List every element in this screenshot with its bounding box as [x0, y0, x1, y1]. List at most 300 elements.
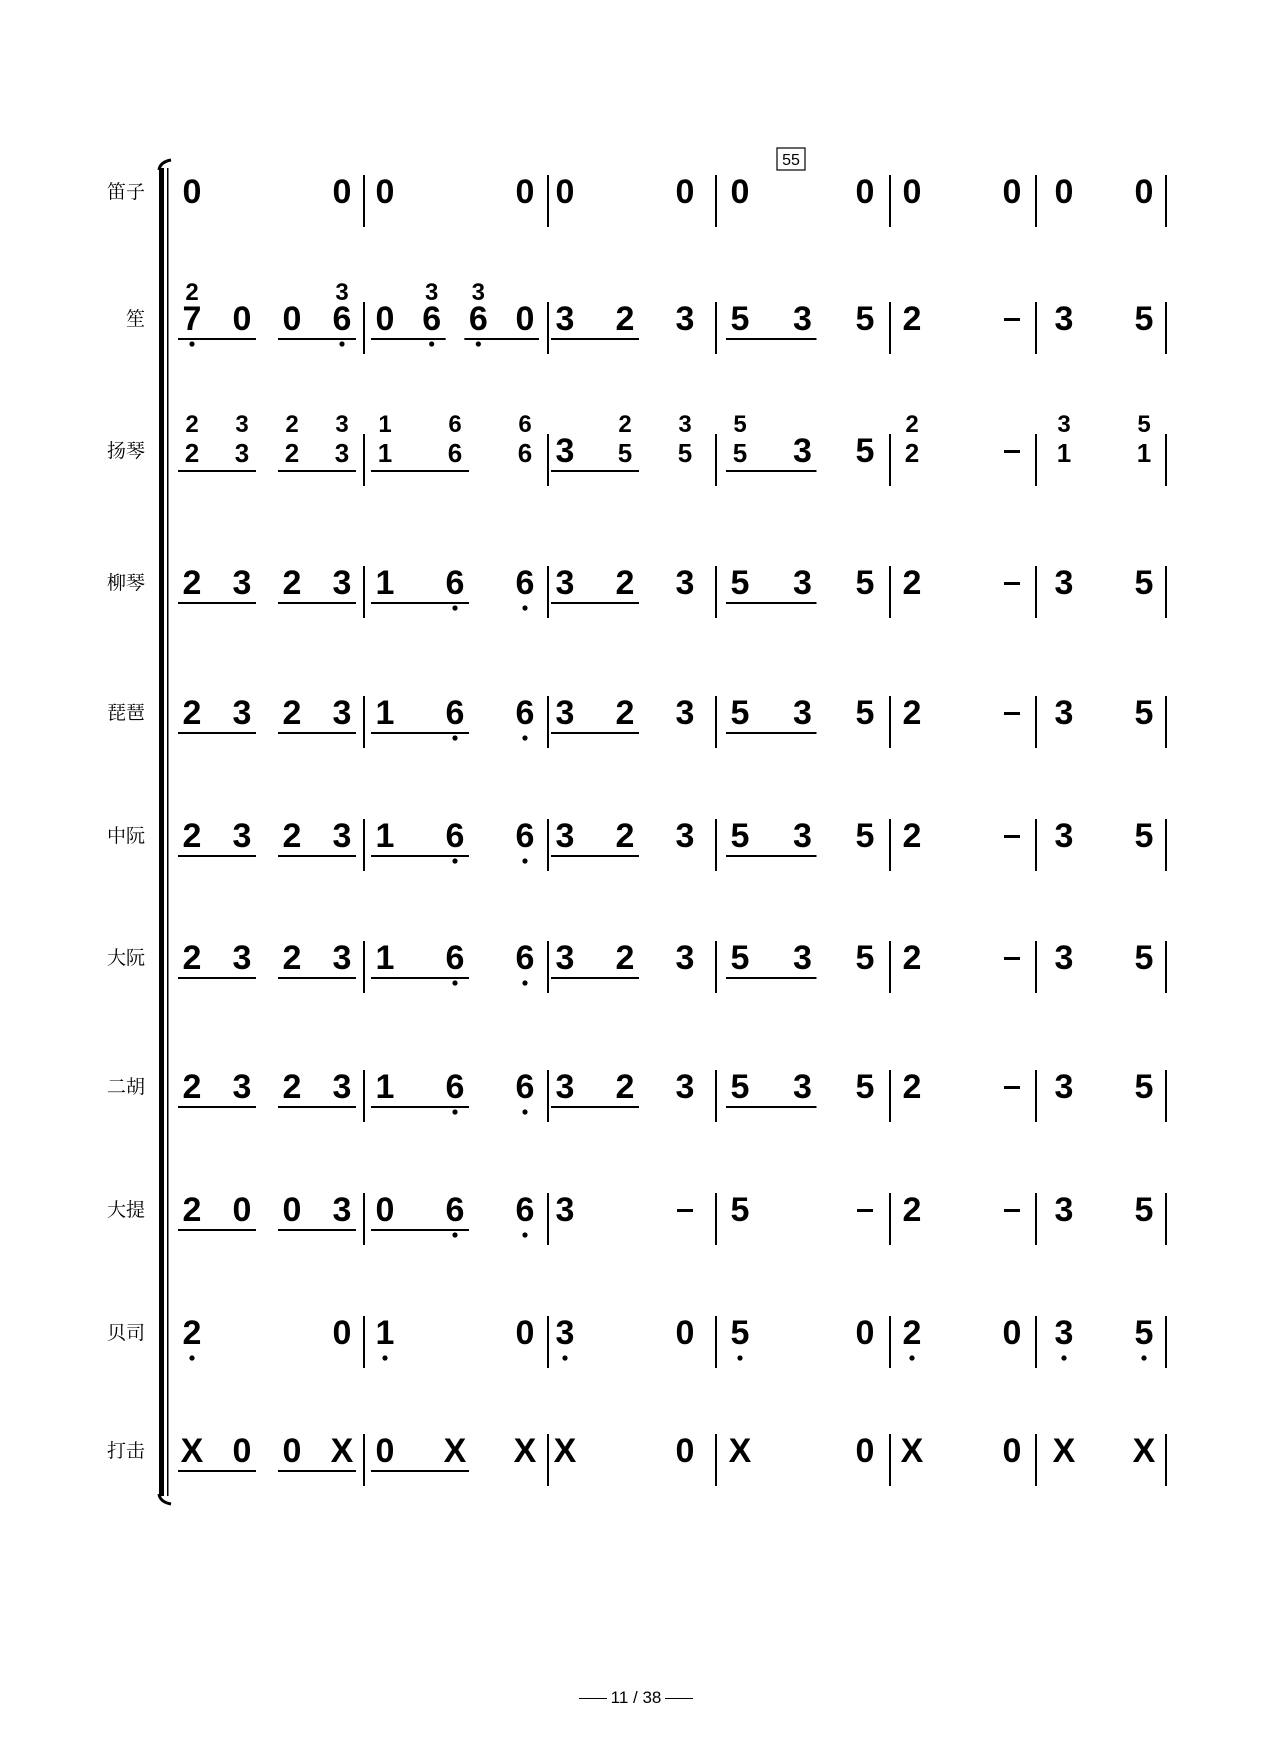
note-digit: 5 — [855, 564, 875, 602]
note-digit: 2 — [615, 564, 635, 602]
note-digit: 3 — [332, 694, 352, 732]
barline — [547, 302, 549, 354]
barline — [1035, 1193, 1037, 1245]
note-digit: 3 — [1054, 694, 1074, 732]
barline — [547, 1193, 549, 1245]
note-digit: 5 — [855, 694, 875, 732]
barline — [1165, 1193, 1167, 1245]
instrument-label: 二胡 — [106, 1076, 145, 1098]
chord-upper-note: 3 — [471, 279, 486, 306]
note-digit: 3 — [1054, 817, 1074, 855]
note-digit: 5 — [1134, 817, 1154, 855]
note-digit: 3 — [555, 432, 575, 470]
note-digit: 6 — [447, 438, 463, 468]
note-digit: 6 — [515, 1191, 535, 1229]
barline — [1165, 175, 1167, 227]
barline — [715, 302, 717, 354]
note-digit: 6 — [332, 300, 352, 338]
note-digit: 3 — [793, 694, 812, 732]
dash-extension — [1004, 835, 1020, 838]
note-digit: 0 — [332, 173, 352, 211]
barline — [1035, 819, 1037, 871]
note-digit: X — [330, 1432, 354, 1470]
beam-underline — [726, 977, 817, 979]
note-digit: 6 — [445, 564, 465, 602]
note-digit: 2 — [182, 939, 202, 977]
octave-dot-below — [382, 1355, 387, 1360]
barline — [363, 302, 365, 354]
note-digit: 1 — [375, 817, 395, 855]
note-digit: 3 — [675, 939, 695, 977]
rehearsal-mark-text: 55 — [782, 152, 800, 169]
beam-underline — [178, 977, 256, 979]
note-digit: 1 — [375, 694, 395, 732]
octave-dot-below — [522, 735, 527, 740]
barline — [547, 1434, 549, 1486]
barline — [1035, 175, 1037, 227]
dash-extension — [1004, 1086, 1020, 1089]
barline — [1165, 1434, 1167, 1486]
note-digit: 3 — [555, 694, 575, 732]
note-digit: X — [1132, 1432, 1156, 1470]
barline — [889, 1070, 891, 1122]
chord-upper-note: 2 — [185, 411, 199, 438]
note-digit: 0 — [902, 173, 922, 211]
beam-underline — [278, 732, 356, 734]
octave-dot-below — [1061, 1355, 1066, 1360]
note-digit: 0 — [1002, 1432, 1022, 1470]
note-digit: 5 — [730, 939, 750, 977]
note-digit: 5 — [677, 438, 693, 468]
chord-upper-note: 1 — [378, 411, 392, 438]
note-digit: 5 — [730, 1068, 750, 1106]
note-digit: 0 — [232, 1432, 252, 1470]
note-digit: 6 — [515, 1068, 535, 1106]
note-digit: 6 — [422, 300, 442, 338]
chord-upper-note: 3 — [424, 279, 439, 306]
system-bracket-thin-line — [167, 168, 169, 1496]
beam-underline — [278, 602, 356, 604]
barline — [1035, 941, 1037, 993]
note-digit: 3 — [793, 939, 812, 977]
note-digit: 5 — [1134, 1068, 1154, 1106]
note-digit: 5 — [1134, 300, 1154, 338]
beam-underline — [178, 602, 256, 604]
note-digit: 3 — [555, 1191, 575, 1229]
note-digit: 3 — [332, 564, 352, 602]
note-digit: 6 — [515, 817, 535, 855]
octave-dot-below — [522, 605, 527, 610]
beam-underline — [371, 977, 469, 979]
note-digit: 3 — [793, 432, 812, 470]
barline — [1035, 1070, 1037, 1122]
note-digit: 0 — [855, 1314, 875, 1352]
note-digit: 5 — [1134, 694, 1154, 732]
note-digit: 1 — [1056, 438, 1072, 468]
note-digit: 3 — [675, 564, 695, 602]
beam-underline — [178, 732, 256, 734]
note-digit: 2 — [902, 1314, 922, 1352]
barline — [715, 819, 717, 871]
note-digit: 0 — [1002, 1314, 1022, 1352]
note-digit: 2 — [282, 939, 302, 977]
note-digit: 5 — [730, 564, 750, 602]
note-digit: 3 — [332, 939, 352, 977]
barline — [889, 302, 891, 354]
beam-underline — [278, 338, 356, 340]
chord-upper-note: 3 — [1057, 411, 1071, 438]
note-digit: 6 — [515, 564, 535, 602]
barline — [715, 941, 717, 993]
note-digit: 0 — [332, 1314, 352, 1352]
note-digit: 2 — [615, 939, 635, 977]
note-digit: 5 — [855, 432, 875, 470]
octave-dot-below — [339, 341, 344, 346]
note-digit: 2 — [284, 438, 300, 468]
note-digit: 3 — [555, 300, 575, 338]
note-digit: 3 — [555, 1314, 575, 1352]
note-digit: 2 — [902, 300, 922, 338]
note-digit: 2 — [615, 817, 635, 855]
note-digit: 6 — [445, 694, 465, 732]
note-digit: X — [728, 1432, 752, 1470]
octave-dot-below — [452, 1109, 457, 1114]
note-digit: X — [443, 1432, 467, 1470]
octave-dot-below — [522, 858, 527, 863]
barline — [547, 566, 549, 618]
beam-underline — [278, 855, 356, 857]
chord-upper-note: 3 — [335, 279, 349, 306]
beam-underline — [278, 1229, 356, 1231]
barline — [715, 1316, 717, 1368]
barline — [1165, 434, 1167, 486]
note-digit: 1 — [375, 1314, 395, 1352]
note-digit: 3 — [1054, 1068, 1074, 1106]
chord-upper-note: 2 — [905, 411, 919, 438]
chord-upper-note: 2 — [618, 411, 632, 438]
note-digit: 0 — [730, 173, 750, 211]
beam-underline — [371, 855, 469, 857]
note-digit: 5 — [730, 1191, 750, 1229]
note-digit: 3 — [793, 817, 812, 855]
barline — [1165, 302, 1167, 354]
octave-dot-below — [909, 1355, 914, 1360]
barline — [1035, 566, 1037, 618]
note-digit: 5 — [730, 1314, 750, 1352]
note-digit: 3 — [232, 939, 252, 977]
note-digit: 3 — [793, 300, 812, 338]
note-digit: 6 — [515, 939, 535, 977]
octave-dot-below — [452, 735, 457, 740]
octave-dot-below — [1141, 1355, 1146, 1360]
note-digit: 0 — [375, 1432, 395, 1470]
chord-upper-note: 3 — [335, 411, 349, 438]
barline — [889, 1434, 891, 1486]
octave-dot-below — [189, 1355, 194, 1360]
note-digit: 6 — [515, 694, 535, 732]
beam-underline — [551, 1106, 639, 1108]
beam-underline — [178, 855, 256, 857]
beam-underline — [278, 977, 356, 979]
chord-upper-note: 2 — [185, 279, 199, 306]
note-digit: 2 — [902, 564, 922, 602]
chord-upper-note: 6 — [448, 411, 462, 438]
note-digit: 3 — [1054, 300, 1074, 338]
beam-underline — [178, 470, 256, 472]
note-digit: 3 — [555, 1068, 575, 1106]
barline — [547, 1316, 549, 1368]
barline — [547, 941, 549, 993]
barline — [889, 696, 891, 748]
barline — [363, 696, 365, 748]
note-digit: 0 — [855, 1432, 875, 1470]
note-digit: 5 — [1134, 939, 1154, 977]
note-digit: X — [553, 1432, 577, 1470]
octave-dot-below — [737, 1355, 742, 1360]
barline — [715, 1193, 717, 1245]
note-digit: 2 — [615, 694, 635, 732]
octave-dot-below — [452, 605, 457, 610]
note-digit: 2 — [282, 1068, 302, 1106]
note-digit: 5 — [855, 1068, 875, 1106]
octave-dot-below — [522, 1109, 527, 1114]
note-digit: 5 — [730, 694, 750, 732]
beam-underline — [178, 1106, 256, 1108]
instrument-label: 贝司 — [106, 1322, 145, 1344]
beam-underline — [551, 602, 639, 604]
note-digit: 3 — [675, 694, 695, 732]
octave-dot-below — [522, 1232, 527, 1237]
barline — [1165, 941, 1167, 993]
beam-underline — [371, 1229, 469, 1231]
note-digit: X — [900, 1432, 924, 1470]
barline — [547, 696, 549, 748]
barline — [889, 434, 891, 486]
barline — [363, 1193, 365, 1245]
note-digit: 5 — [1134, 564, 1154, 602]
beam-underline — [551, 338, 639, 340]
barline — [363, 819, 365, 871]
note-digit: 1 — [375, 1068, 395, 1106]
note-digit: 0 — [515, 173, 535, 211]
instrument-label: 笛子 — [106, 181, 145, 203]
barline — [1165, 819, 1167, 871]
barline — [889, 1193, 891, 1245]
barline — [889, 566, 891, 618]
beam-underline — [278, 1106, 356, 1108]
barline — [889, 1316, 891, 1368]
note-digit: 6 — [445, 939, 465, 977]
beam-underline — [371, 602, 469, 604]
note-digit: 6 — [445, 817, 465, 855]
beam-underline — [371, 732, 469, 734]
beam-underline — [551, 732, 639, 734]
note-digit: 5 — [1134, 1314, 1154, 1352]
note-digit: 5 — [1134, 1191, 1154, 1229]
barline — [363, 1070, 365, 1122]
beam-underline — [726, 602, 817, 604]
note-digit: 0 — [515, 1314, 535, 1352]
beam-underline — [551, 470, 639, 472]
barline — [363, 1434, 365, 1486]
note-digit: 3 — [332, 1068, 352, 1106]
note-digit: 0 — [182, 173, 202, 211]
note-digit: 2 — [902, 1191, 922, 1229]
note-digit: 0 — [1134, 173, 1154, 211]
barline — [889, 941, 891, 993]
note-digit: 6 — [445, 1191, 465, 1229]
bracket-top-hook — [159, 160, 171, 170]
instrument-label: 打击 — [106, 1440, 145, 1462]
instrument-label: 柳琴 — [106, 572, 145, 594]
note-digit: 0 — [375, 173, 395, 211]
barline — [1165, 1316, 1167, 1368]
note-digit: 3 — [232, 564, 252, 602]
note-digit: 2 — [282, 564, 302, 602]
instrument-label: 中阮 — [106, 825, 145, 847]
instrument-label: 琵琶 — [106, 702, 145, 724]
note-digit: 3 — [675, 817, 695, 855]
note-digit: 3 — [232, 1068, 252, 1106]
dash-extension — [1004, 1209, 1020, 1212]
barline — [363, 941, 365, 993]
barline — [715, 696, 717, 748]
instrument-label: 扬琴 — [106, 440, 145, 462]
note-digit: 5 — [855, 939, 875, 977]
barline — [889, 175, 891, 227]
note-digit: 5 — [855, 300, 875, 338]
chord-upper-note: 5 — [1137, 411, 1151, 438]
note-digit: 2 — [282, 694, 302, 732]
instrument-label: 大阮 — [106, 947, 145, 969]
note-digit: 3 — [793, 564, 812, 602]
barline — [715, 175, 717, 227]
bracket-bottom-hook — [159, 1494, 171, 1504]
note-digit: X — [1052, 1432, 1076, 1470]
octave-dot-below — [189, 341, 194, 346]
barline — [547, 1070, 549, 1122]
note-digit: 3 — [332, 817, 352, 855]
barline — [1035, 696, 1037, 748]
octave-dot-below — [452, 980, 457, 985]
note-digit: 3 — [675, 1068, 695, 1106]
octave-dot-below — [452, 1232, 457, 1237]
note-digit: 2 — [615, 1068, 635, 1106]
note-digit: 6 — [517, 438, 533, 468]
beam-underline — [551, 855, 639, 857]
note-digit: 1 — [375, 939, 395, 977]
note-digit: 3 — [675, 300, 695, 338]
note-digit: 2 — [182, 1191, 202, 1229]
note-digit: 6 — [468, 300, 488, 338]
note-digit: 2 — [282, 817, 302, 855]
footer-rule-right — [665, 1698, 693, 1699]
note-digit: 3 — [234, 438, 250, 468]
octave-dot-below — [562, 1355, 567, 1360]
instrument-label: 笙 — [125, 308, 145, 330]
dash-extension — [677, 1209, 693, 1212]
note-digit: 3 — [793, 1068, 812, 1106]
note-digit: 3 — [1054, 939, 1074, 977]
beam-underline — [726, 732, 817, 734]
note-digit: 2 — [182, 694, 202, 732]
barline — [363, 175, 365, 227]
note-digit: 0 — [855, 173, 875, 211]
barline — [363, 1316, 365, 1368]
note-digit: 5 — [855, 817, 875, 855]
note-digit: 0 — [675, 1314, 695, 1352]
beam-underline — [178, 1229, 256, 1231]
note-digit: X — [180, 1432, 204, 1470]
note-digit: 1 — [375, 564, 395, 602]
barline — [1165, 1070, 1167, 1122]
note-digit: 2 — [902, 1068, 922, 1106]
barline — [1165, 696, 1167, 748]
note-digit: 0 — [1002, 173, 1022, 211]
page-number — [0, 1688, 1272, 1708]
note-digit: 1 — [377, 438, 393, 468]
barline — [547, 175, 549, 227]
dash-extension — [1004, 582, 1020, 585]
beam-underline — [278, 1470, 356, 1472]
system-bracket-bar — [159, 168, 164, 1496]
note-digit: 2 — [182, 564, 202, 602]
note-digit: 3 — [1054, 1191, 1074, 1229]
note-digit: 2 — [902, 694, 922, 732]
beam-underline — [726, 855, 817, 857]
barline — [1035, 302, 1037, 354]
note-digit: 0 — [1054, 173, 1074, 211]
note-digit: 0 — [375, 300, 395, 338]
beam-underline — [464, 338, 539, 340]
barline — [715, 1070, 717, 1122]
note-digit: 0 — [375, 1191, 395, 1229]
octave-dot-below — [452, 858, 457, 863]
octave-dot-below — [522, 980, 527, 985]
note-digit: 0 — [675, 173, 695, 211]
dash-extension — [857, 1209, 873, 1212]
note-digit: 0 — [555, 173, 575, 211]
barline — [547, 434, 549, 486]
note-digit: 3 — [332, 1191, 352, 1229]
dash-extension — [1004, 450, 1020, 453]
beam-underline — [371, 338, 446, 340]
beam-underline — [178, 338, 256, 340]
note-digit: 0 — [515, 300, 535, 338]
note-digit: 0 — [232, 1191, 252, 1229]
barline — [715, 434, 717, 486]
note-digit: 3 — [1054, 1314, 1074, 1352]
chord-upper-note: 5 — [733, 411, 747, 438]
barline — [715, 1434, 717, 1486]
octave-dot-below — [429, 341, 434, 346]
note-digit: 0 — [282, 300, 302, 338]
note-digit: 3 — [555, 817, 575, 855]
note-digit: 5 — [732, 438, 748, 468]
note-digit: 2 — [904, 438, 920, 468]
dash-extension — [1004, 318, 1020, 321]
note-digit: 2 — [902, 939, 922, 977]
instrument-label: 大提 — [106, 1199, 145, 1221]
dash-extension — [1004, 712, 1020, 715]
note-digit: 2 — [615, 300, 635, 338]
note-digit: 0 — [282, 1432, 302, 1470]
barline — [1035, 1316, 1037, 1368]
note-digit: 3 — [555, 564, 575, 602]
note-digit: 7 — [182, 300, 202, 338]
barline — [363, 566, 365, 618]
beam-underline — [371, 470, 469, 472]
